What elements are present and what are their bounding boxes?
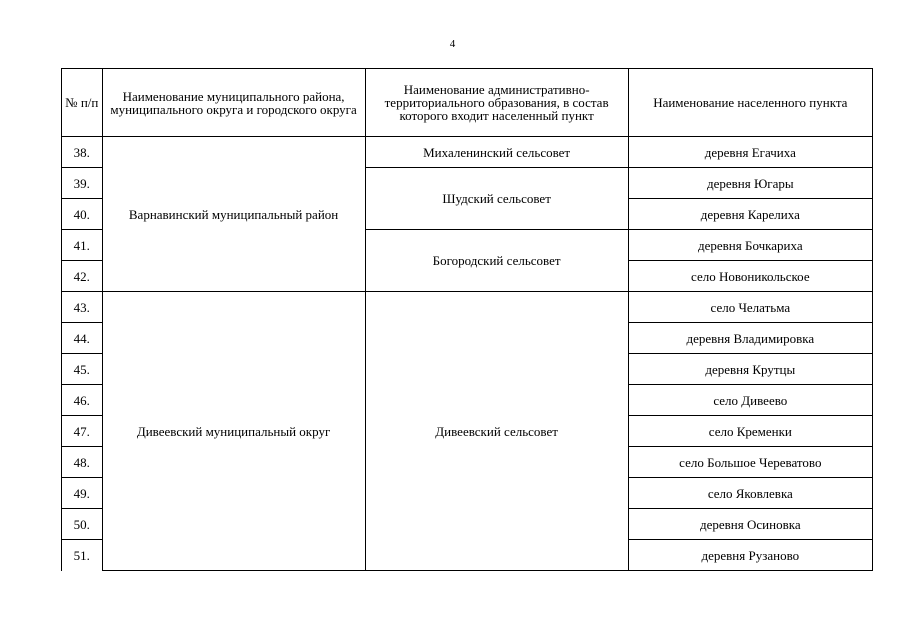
header-settlement: Наименование населенного пункта bbox=[628, 69, 872, 137]
header-admin-unit: Наименование административно-территориального образования, в состав которого входит населенный пункт bbox=[365, 69, 628, 137]
settlement-cell: деревня Югары bbox=[628, 168, 872, 199]
row-number: 38. bbox=[62, 137, 103, 168]
settlement-cell: село Новоникольское bbox=[628, 261, 872, 292]
settlement-cell: деревня Бочкариха bbox=[628, 230, 872, 261]
settlement-cell: деревня Рузаново bbox=[628, 540, 872, 571]
settlement-cell: село Большое Череватово bbox=[628, 447, 872, 478]
settlement-cell: деревня Владимировка bbox=[628, 323, 872, 354]
row-number: 42. bbox=[62, 261, 103, 292]
row-number: 39. bbox=[62, 168, 103, 199]
row-number: 47. bbox=[62, 416, 103, 447]
settlement-cell: село Яковлевка bbox=[628, 478, 872, 509]
row-number: 51. bbox=[62, 540, 103, 571]
row-number: 41. bbox=[62, 230, 103, 261]
row-number: 44. bbox=[62, 323, 103, 354]
settlement-cell: село Дивеево bbox=[628, 385, 872, 416]
row-number: 40. bbox=[62, 199, 103, 230]
settlement-cell: село Кременки bbox=[628, 416, 872, 447]
row-number: 49. bbox=[62, 478, 103, 509]
row-number: 43. bbox=[62, 292, 103, 323]
municipality-cell: Дивеевский муниципальный округ bbox=[102, 292, 365, 571]
admin-unit-cell: Шудский сельсовет bbox=[365, 168, 628, 230]
settlement-cell: село Челатьма bbox=[628, 292, 872, 323]
admin-unit-cell: Богородский сельсовет bbox=[365, 230, 628, 292]
admin-unit-cell: Дивеевский сельсовет bbox=[365, 292, 628, 571]
header-num: № п/п bbox=[62, 69, 103, 137]
header-municipality: Наименование муниципального района, муниципального округа и городского округа bbox=[102, 69, 365, 137]
row-number: 45. bbox=[62, 354, 103, 385]
municipality-cell: Варнавинский муниципальный район bbox=[102, 137, 365, 292]
row-number: 48. bbox=[62, 447, 103, 478]
settlement-cell: деревня Карелиха bbox=[628, 199, 872, 230]
settlement-cell: деревня Егачиха bbox=[628, 137, 872, 168]
table-row bbox=[62, 292, 873, 323]
page-number: 4 bbox=[449, 38, 456, 50]
row-number: 50. bbox=[62, 509, 103, 540]
admin-unit-cell: Михаленинский сельсовет bbox=[365, 137, 628, 168]
table-row bbox=[62, 137, 873, 168]
row-number: 46. bbox=[62, 385, 103, 416]
table-header-row bbox=[62, 69, 873, 137]
settlement-cell: деревня Крутцы bbox=[628, 354, 872, 385]
settlement-cell: деревня Осиновка bbox=[628, 509, 872, 540]
settlements-table bbox=[61, 68, 873, 571]
